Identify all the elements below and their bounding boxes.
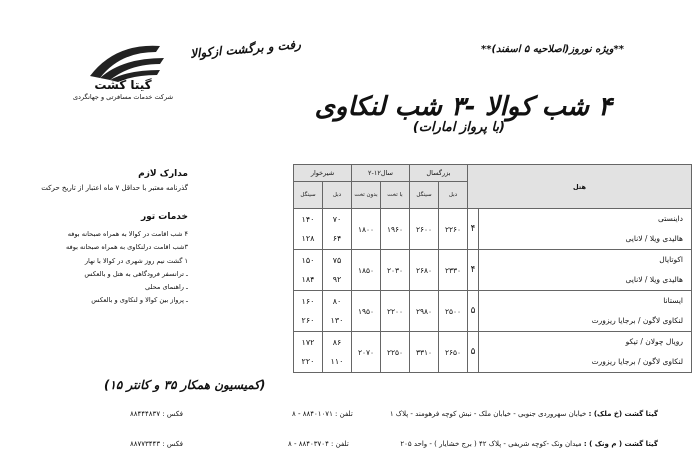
group-adult: بزرگسال bbox=[410, 165, 468, 182]
footer-address-1 bbox=[390, 410, 658, 418]
list-item: ۳شب اقامت درلنکاوی به همراه صبحانه بوفه bbox=[66, 243, 188, 252]
cell-value: ۸۰ bbox=[332, 296, 342, 306]
cell-value: ۱۴۰ bbox=[301, 214, 315, 224]
star-rating: ۵ bbox=[468, 291, 479, 332]
star-rating: ۴ bbox=[468, 209, 479, 250]
table-row bbox=[294, 209, 692, 250]
cell-value: ۲۶۵۰ bbox=[439, 332, 468, 373]
cell-value: ۱۵۰ bbox=[301, 255, 315, 265]
group-infant: شیرخوار bbox=[294, 165, 352, 182]
star-rating: ۵ bbox=[468, 332, 479, 373]
office-name: گیتا گشت (خ ملک) : bbox=[588, 410, 658, 418]
list-item: ـ پرواز بین کوالا و لنکاوی و بالعکس bbox=[91, 296, 188, 305]
cell-value: ۲۲۵۰ bbox=[381, 332, 410, 373]
office-address: میدان ونک -کوچه شریفی - پلاک ۴۲ ( برج خشایار ) - واحد ۲۰۵ bbox=[400, 440, 582, 448]
table-row bbox=[294, 332, 692, 373]
cell-value: ۲۲۰۰ bbox=[381, 291, 410, 332]
cell-value: ۱۳۰ bbox=[330, 316, 344, 326]
list-item: ـ ترانسفر فرودگاهی به هتل و بالعکس bbox=[84, 269, 188, 278]
footer-fax-1: فکس : ۸۸۴۴۴۸۳۷ bbox=[130, 410, 184, 418]
col-infant-dbl: دبل bbox=[323, 182, 352, 209]
table-row bbox=[294, 291, 692, 332]
cell-value: ۱۸۵۰ bbox=[352, 250, 381, 291]
docs-title: مدارک لازم bbox=[138, 169, 188, 179]
cell-value: ۱۸۴ bbox=[301, 275, 315, 285]
cell-value: ۹۲ bbox=[332, 275, 342, 285]
cell-value: ۲۹۸۰ bbox=[410, 291, 439, 332]
cell-value: ۱۷۲ bbox=[301, 337, 315, 347]
services-list bbox=[66, 228, 188, 308]
trip-note: رفت و برگشت ازکوالا bbox=[189, 37, 302, 61]
cell-value: ۲۶۰۰ bbox=[410, 209, 439, 250]
footer-fax-2: فکس : ۸۸۷۷۳۴۴۳ bbox=[130, 440, 184, 448]
cell-value: ۳۳۱۰ bbox=[410, 332, 439, 373]
cell-value: ۱۹۵۰ bbox=[352, 291, 381, 332]
hotel-name: اکوتایال bbox=[659, 255, 683, 264]
brand-tagline: شرکت خدمات مسافرتی و جهانگردی bbox=[72, 93, 174, 101]
cell-value: ۱۹۶۰ bbox=[381, 209, 410, 250]
col-sgl: سینگل bbox=[410, 182, 439, 209]
services-title: خدمات تور bbox=[140, 212, 188, 222]
price-table bbox=[293, 164, 692, 373]
footer-tel-2: تلفن : ۸۸۴۰۳۷۰۴ - ۸ bbox=[288, 440, 349, 448]
cell-value: ۲۲۶۰ bbox=[439, 209, 468, 250]
cell-value: ۸۶ bbox=[332, 337, 342, 347]
hotel-header: هتل bbox=[468, 165, 692, 209]
cell-value: ۲۳۳۰ bbox=[439, 250, 468, 291]
page-subtitle: (با پرواز امارات) bbox=[412, 120, 505, 135]
cell-value: ۷۰ bbox=[332, 214, 342, 224]
list-item: ـ راهنمای محلی bbox=[144, 283, 188, 292]
col-dbl: دبل bbox=[439, 182, 468, 209]
brand-name: گیتا گشت bbox=[94, 78, 152, 92]
footer-tel-1: تلفن : ۸۸۴۰۱۰۷۱ - ۸ bbox=[292, 410, 353, 418]
cell-value: ۲۰۷۰ bbox=[352, 332, 381, 373]
table-row bbox=[294, 250, 692, 291]
list-item: ۱ گشت نیم روز شهری در کوالا با نهار bbox=[84, 256, 188, 265]
cell-value: ۱۲۸ bbox=[301, 234, 315, 244]
cell-value: ۱۱۰ bbox=[330, 357, 344, 367]
page-title: ۴ شب کوالا -۳ شب لنکاوی bbox=[314, 92, 612, 122]
col-with-bed: با تخت bbox=[381, 182, 410, 209]
hotel-name: لنکاوی لاگون / برجایا ریزورت bbox=[591, 357, 683, 366]
hotel-name: رویال چولان / تیکو bbox=[625, 337, 683, 346]
gita-gasht-logo bbox=[60, 28, 180, 118]
col-infant-sgl: سینگل bbox=[294, 182, 323, 209]
special-note: **ویژه نوروز(اصلاحیه ۵ اسفند)** bbox=[481, 44, 624, 55]
office-name: گیتا گشت ( م ونک ) : bbox=[583, 440, 658, 448]
cell-value: ۱۶۰ bbox=[301, 296, 315, 306]
hotel-name: ایستانا bbox=[663, 296, 683, 305]
office-address: خیابان سهروردی جنوبی - خیابان ملک - نبش کوچه فرهومند - پلاک ۱ bbox=[389, 410, 587, 418]
hotel-name: داینستی bbox=[658, 214, 683, 223]
star-rating: ۴ bbox=[468, 250, 479, 291]
cell-value: ۲۶۸۰ bbox=[410, 250, 439, 291]
footer-address-2 bbox=[400, 440, 658, 448]
cell-value: ۱۸۰۰ bbox=[352, 209, 381, 250]
hotel-name: هالیدی ویلا / لانایی bbox=[625, 275, 683, 284]
cell-value: ۲۰۳۰ bbox=[381, 250, 410, 291]
group-child: ۲-۱۲سال bbox=[352, 165, 410, 182]
commission-note: (کمیسیون همکار ۳۵ و کانتر ۱۵) bbox=[104, 378, 266, 392]
col-no-bed: بدون تخت bbox=[352, 182, 381, 209]
cell-value: ۷۵ bbox=[332, 255, 342, 265]
list-item: ۴ شب اقامت در کوالا به همراه صبحانه بوفه bbox=[67, 230, 188, 238]
hotel-name: لنکاوی لاگون / برجایا ریزورت bbox=[591, 316, 683, 325]
cell-value: ۲۲۰ bbox=[301, 357, 315, 367]
cell-value: ۶۴ bbox=[332, 234, 342, 244]
docs-text: گذرنامه معتبر با حداقل ۷ ماه اعتبار از تاریخ حرکت bbox=[41, 184, 188, 192]
cell-value: ۲۶۰ bbox=[301, 316, 315, 326]
cell-value: ۲۵۰۰ bbox=[439, 291, 468, 332]
hotel-name: هالیدی ویلا / لانایی bbox=[625, 234, 683, 243]
